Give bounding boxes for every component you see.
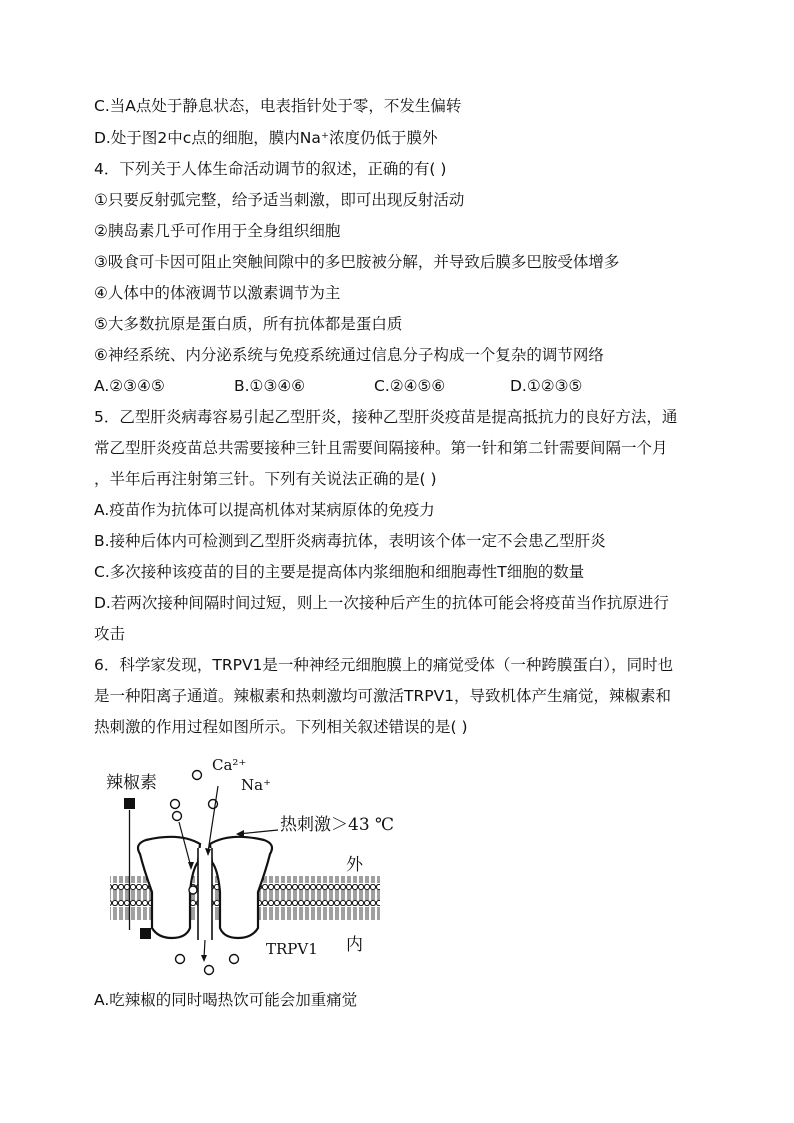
q6-stem-line-3: 热刺激的作用过程如图所示。下列相关叙述错误的是( ) bbox=[94, 718, 468, 736]
inside-label: 内 bbox=[346, 935, 363, 955]
trpv1-label: TRPV1 bbox=[266, 940, 318, 958]
heat-stimulus-label: 热刺激＞43 ℃ bbox=[280, 815, 395, 835]
q4-statement-2: ②胰岛素几乎可作用于全身组织细胞 bbox=[94, 222, 341, 240]
q5-option-a: A.疫苗作为抗体可以提高机体对某病原体的免疫力 bbox=[94, 501, 435, 519]
q4-option-c[interactable]: C.②④⑤⑥ bbox=[374, 377, 446, 395]
q5-option-d: D.若两次接种间隔时间过短，则上一次接种后产生的抗体可能会将疫苗当作抗原进行 bbox=[94, 594, 669, 612]
q4-option-b[interactable]: B.①③④⑥ bbox=[234, 377, 306, 395]
q4-option-a[interactable]: A.②③④⑤ bbox=[94, 377, 165, 395]
calcium-ion-label: Ca²⁺ bbox=[212, 756, 247, 774]
q4-statement-6: ⑥神经系统、内分泌系统与免疫系统通过信息分子构成一个复杂的调节网络 bbox=[94, 346, 604, 364]
q5-stem-line-3: ，半年后再注射第三针。下列有关说法正确的是( ) bbox=[94, 470, 437, 488]
trpv1-diagram bbox=[100, 752, 410, 982]
q4-statement-3: ③吸食可卡因可阻止突触间隙中的多巴胺被分解，并导致后膜多巴胺受体增多 bbox=[94, 253, 620, 271]
q5-option-d-continued: 攻击 bbox=[94, 625, 126, 643]
capsaicin-bound-molecule bbox=[140, 928, 151, 939]
capsaicin-molecule bbox=[124, 798, 135, 809]
outside-label: 外 bbox=[346, 855, 363, 875]
capsaicin-label: 辣椒素 bbox=[106, 773, 157, 793]
q5-stem-line-2: 常乙型肝炎疫苗总共需要接种三针且需要间隔接种。第一针和第二针需要间隔一个月 bbox=[94, 439, 668, 457]
sodium-ion-label: Na⁺ bbox=[241, 776, 271, 794]
cation-group-outside bbox=[171, 771, 218, 821]
q5-option-c: C.多次接种该疫苗的目的主要是提高体内浆细胞和细胞毒性T细胞的数量 bbox=[94, 563, 585, 581]
q4-stem: 4．下列关于人体生命活动调节的叙述，正确的有( ) bbox=[94, 160, 447, 178]
q4-option-d[interactable]: D.①②③⑤ bbox=[510, 377, 583, 395]
cation-group-inside bbox=[176, 955, 239, 975]
q5-stem-line-1: 5．乙型肝炎病毒容易引起乙型肝炎，接种乙型肝炎疫苗是提高抵抗力的良好方法，通 bbox=[94, 408, 678, 426]
q4-statement-4: ④人体中的体液调节以激素调节为主 bbox=[94, 284, 341, 302]
q5-option-b: B.接种后体内可检测到乙型肝炎病毒抗体，表明该个体一定不会患乙型肝炎 bbox=[94, 532, 606, 550]
q3-option-c: C.当A点处于静息状态，电表指针处于零，不发生偏转 bbox=[94, 97, 462, 115]
q3-option-d: D.处于图2中c点的细胞，膜内Na⁺浓度仍低于膜外 bbox=[94, 129, 438, 147]
q6-stem-line-1: 6．科学家发现，TRPV1是一种神经元细胞膜上的痛觉受体（一种跨膜蛋白），同时也 bbox=[94, 656, 674, 674]
q4-statement-1: ①只要反射弧完整，给予适当刺激，即可出现反射活动 bbox=[94, 191, 465, 209]
q4-statement-5: ⑤大多数抗原是蛋白质，所有抗体都是蛋白质 bbox=[94, 315, 403, 333]
trpv1-protein bbox=[138, 837, 272, 940]
q6-option-a: A.吃辣椒的同时喝热饮可能会加重痛觉 bbox=[94, 991, 358, 1009]
q6-stem-line-2: 是一种阳离子通道。辣椒素和热刺激均可激活TRPV1，导致机体产生痛觉，辣椒素和 bbox=[94, 687, 672, 705]
